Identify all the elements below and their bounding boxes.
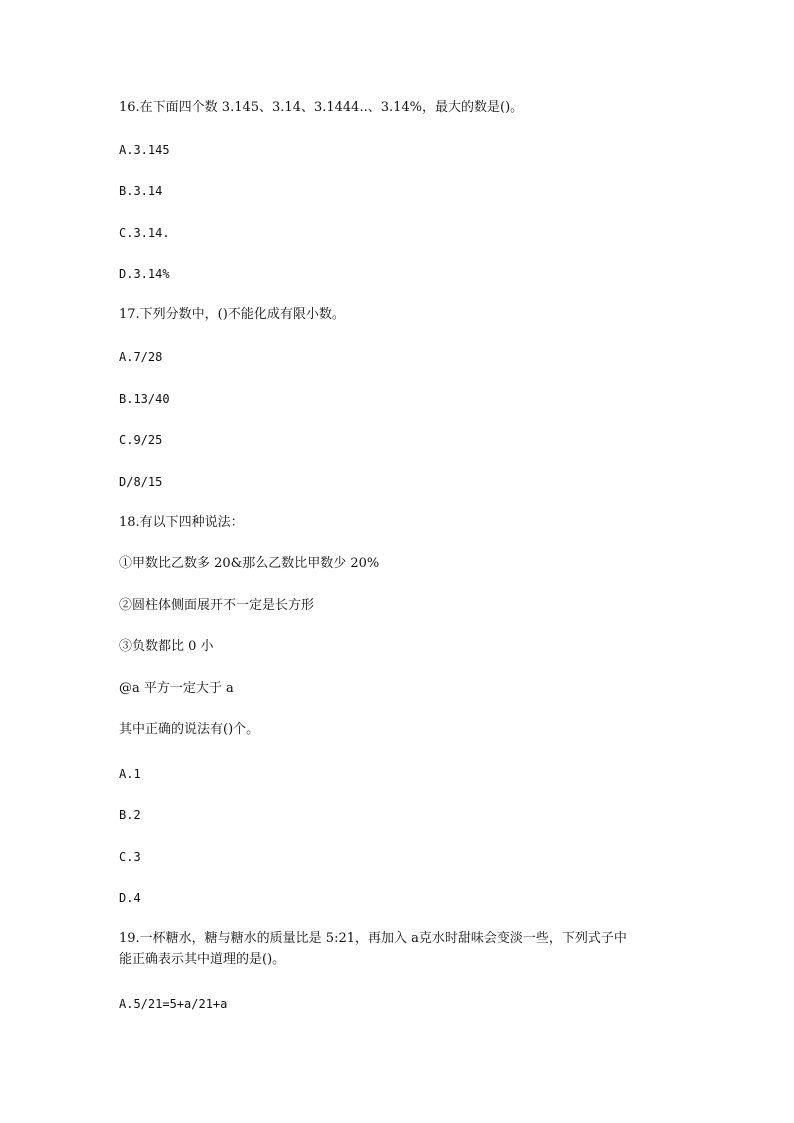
question-18-option-b: B.2 [119,808,141,822]
question-16-option-c: C.3.14. [119,226,170,240]
question-17-option-b: B.13/40 [119,392,170,406]
question-17-option-d: D/8/15 [119,475,163,489]
question-17-stem: 17.下列分数中，()不能化成有限小数。 [119,307,345,322]
question-18-statement-4: @a 平方一定大于 a [119,681,234,696]
question-18-option-d: D.4 [119,891,141,905]
question-18-question: 其中正确的说法有()个。 [119,722,260,737]
question-16-option-a: A.3.145 [119,143,170,157]
question-18-option-a: A.1 [119,767,141,781]
question-16-stem: 16.在下面四个数 3.145、3.14、3.1444..、3.14%，最大的数是()。 [119,100,524,115]
question-17-option-a: A.7/28 [119,350,163,364]
question-18-statement-3: ③负数都比 0 小 [119,639,214,654]
question-19-stem-line-1: 19.一杯糖水，糖与糖水的质量比是 5:21，再加入 a克水时甜味会变淡一些，下列式子中 [119,931,627,946]
question-16-option-b: B.3.14 [119,184,163,198]
question-19-option-a: A.5/21=5+a/21+a [119,997,228,1011]
question-18-statement-1: ①甲数比乙数多 20&那么乙数比甲数少 20% [119,556,380,571]
question-18-stem: 18.有以下四种说法： [119,515,244,530]
question-19-stem-line-2: 能正确表示其中道理的是()。 [119,952,286,967]
question-17-option-c: C.9/25 [119,433,163,447]
question-18-statement-2: ②圆柱体侧面展开不一定是长方形 [119,598,315,613]
question-16-option-d: D.3.14% [119,267,170,281]
question-18-option-c: C.3 [119,850,141,864]
